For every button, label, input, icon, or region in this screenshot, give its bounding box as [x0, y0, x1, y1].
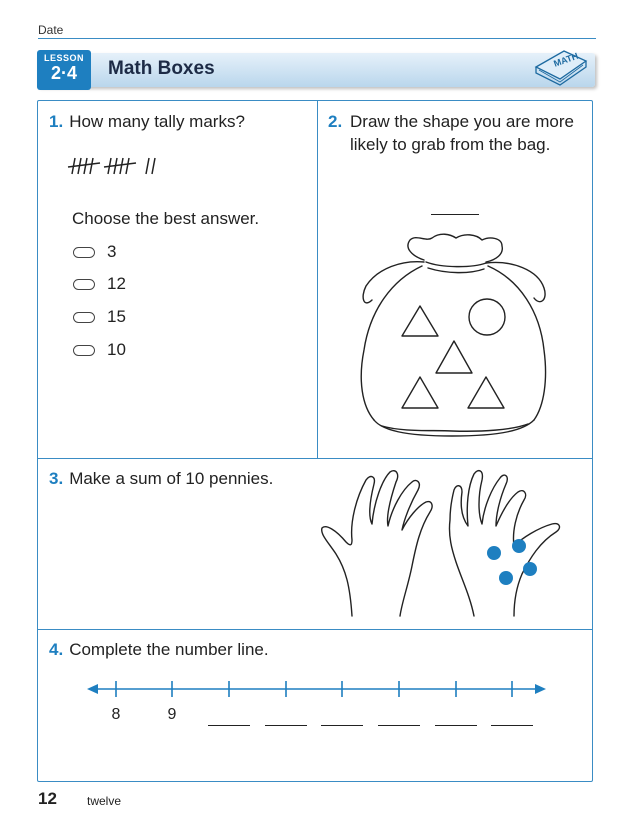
answer-option[interactable]: 15: [73, 307, 126, 327]
answer-bubble[interactable]: [73, 312, 95, 323]
answer-blank[interactable]: [321, 725, 363, 726]
hands-drawing: [316, 466, 586, 618]
answer-bubble[interactable]: [73, 247, 95, 258]
page-number-word: twelve: [87, 794, 122, 808]
date-label: Date: [38, 23, 64, 37]
answer-blank[interactable]: [265, 725, 307, 726]
question-number: 1.: [49, 112, 64, 131]
question-number: 4.: [49, 640, 64, 659]
question-prompt: Draw the shape you are more likely to grab from the bag.: [350, 112, 574, 154]
penny-dots: [487, 539, 537, 585]
answer-blank[interactable]: [431, 214, 479, 215]
answer-option[interactable]: 10: [73, 340, 126, 360]
answer-blank[interactable]: [208, 725, 250, 726]
tick-label: 8: [111, 706, 121, 723]
question-1: [49, 110, 245, 133]
divider: [38, 458, 593, 459]
answer-option[interactable]: 12: [73, 274, 126, 294]
tick-label: 9: [167, 706, 177, 723]
divider: [38, 629, 593, 630]
page-number: 12: [38, 789, 57, 808]
lesson-number: 2·4: [50, 63, 77, 83]
question-number: 3.: [49, 469, 64, 488]
date-line: [38, 38, 596, 39]
lesson-tab: [37, 50, 91, 90]
question-prompt: Make a sum of 10 pennies.: [69, 469, 274, 488]
question-2-number: [328, 110, 348, 133]
answer-bubble[interactable]: [73, 279, 95, 290]
number-line: [86, 678, 548, 700]
q1-instruction: Choose the best answer.: [72, 209, 260, 228]
lesson-word: LESSON: [43, 53, 84, 63]
divider: [317, 100, 318, 458]
page-title: Math Boxes: [108, 58, 215, 79]
answer-bubble[interactable]: [73, 345, 95, 356]
bag-drawing: [352, 230, 557, 445]
question-4: [49, 638, 269, 661]
answer-blank[interactable]: [435, 725, 477, 726]
answer-blank[interactable]: [491, 725, 533, 726]
question-3: [49, 467, 273, 490]
question-prompt: Complete the number line.: [69, 640, 269, 659]
question-number: 2.: [328, 112, 343, 131]
answer-blank[interactable]: [378, 725, 420, 726]
logo-text: MATH: [552, 50, 580, 69]
question-prompt: How many tally marks?: [69, 112, 245, 131]
math-book-icon: [530, 45, 592, 87]
answer-option[interactable]: 3: [73, 242, 116, 262]
tally-marks-icon: [66, 152, 166, 182]
